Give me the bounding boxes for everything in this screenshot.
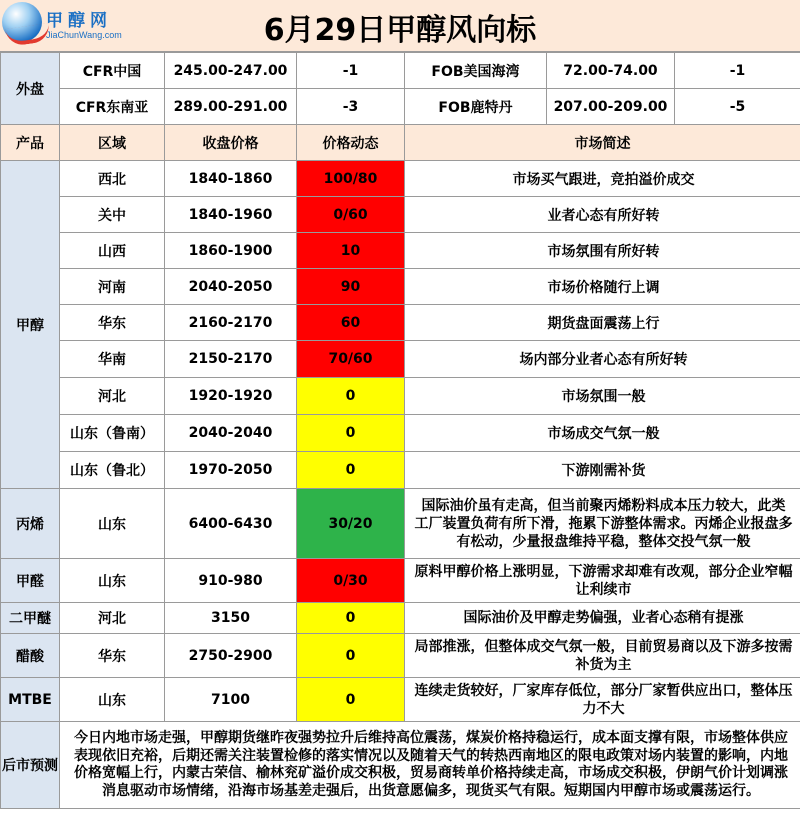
price-cell: 2160-2170 (165, 305, 297, 341)
summary-line: 原料甲醇价格上涨明显，下游需求却难有改观，部分企业窄幅 (414, 563, 793, 580)
external-market-change: -3 (297, 89, 405, 125)
title-bar (0, 0, 800, 52)
price-cell: 1920-1920 (165, 378, 297, 415)
summary-cell (405, 678, 800, 722)
summary-cell: 市场氛围有所好转 (405, 233, 800, 269)
dynamic-cell: 0/60 (297, 197, 405, 233)
indicator-table (0, 52, 800, 809)
summary-cell: 市场成交气氛一般 (405, 415, 800, 452)
external-row-2 (1, 89, 800, 125)
region-cell: 河北 (60, 603, 165, 634)
dynamic-cell: 30/20 (297, 489, 405, 559)
forecast-text (60, 722, 800, 809)
external-market-change: -1 (297, 53, 405, 89)
external-market-name: CFR中国 (60, 53, 165, 89)
product-label: 丙烯 (1, 489, 60, 559)
external-market-name: FOB鹿特丹 (405, 89, 547, 125)
region-cell: 山西 (60, 233, 165, 269)
external-market-change: -5 (675, 89, 800, 125)
dynamic-cell: 0 (297, 634, 405, 678)
price-cell: 1860-1900 (165, 233, 297, 269)
table-row (1, 305, 800, 341)
external-label: 外盘 (1, 53, 60, 125)
external-market-price: 72.00-74.00 (547, 53, 675, 89)
logo-english-text: JiaChunWang.com (46, 30, 122, 40)
price-cell: 1840-1860 (165, 161, 297, 197)
region-cell: 山东 (60, 489, 165, 559)
region-cell: 西北 (60, 161, 165, 197)
dynamic-cell: 100/80 (297, 161, 405, 197)
region-cell: 华东 (60, 634, 165, 678)
table-row (1, 489, 800, 559)
forecast-line: 消息驱动市场情绪，沿海市场基差走强后，出货意愿偏多，现货买气有限。短期国内甲醇市场或震荡运行。 (102, 782, 760, 799)
table-row (1, 452, 800, 489)
region-cell: 河南 (60, 269, 165, 305)
price-cell: 6400-6430 (165, 489, 297, 559)
summary-line: 力不大 (582, 700, 625, 717)
table-row (1, 197, 800, 233)
external-market-name: FOB美国海湾 (405, 53, 547, 89)
dynamic-cell: 60 (297, 305, 405, 341)
price-cell: 2750-2900 (165, 634, 297, 678)
table-row (1, 269, 800, 305)
external-market-name: CFR东南亚 (60, 89, 165, 125)
summary-line: 补货为主 (575, 656, 632, 673)
page-title: 6月29日甲醇风向标 (263, 13, 537, 48)
price-cell: 910-980 (165, 559, 297, 603)
region-cell: 山东 (60, 559, 165, 603)
product-label: 甲醛 (1, 559, 60, 603)
summary-line: 国际油价虽有走高，但当前聚丙烯粉料成本压力较大，此类 (421, 497, 786, 514)
summary-cell: 业者心态有所好转 (405, 197, 800, 233)
summary-cell: 场内部分业者心态有所好转 (405, 341, 800, 378)
price-cell: 2040-2050 (165, 269, 297, 305)
region-cell: 华南 (60, 341, 165, 378)
region-cell: 河北 (60, 378, 165, 415)
product-label: MTBE (1, 678, 60, 722)
column-header-region: 区域 (60, 125, 165, 161)
dynamic-cell: 10 (297, 233, 405, 269)
forecast-row (1, 722, 800, 809)
summary-cell: 市场氛围一般 (405, 378, 800, 415)
column-header-price: 收盘价格 (165, 125, 297, 161)
price-cell: 1970-2050 (165, 452, 297, 489)
table-row (1, 559, 800, 603)
external-market-change: -1 (675, 53, 800, 89)
price-cell: 7100 (165, 678, 297, 722)
table-row (1, 634, 800, 678)
table-row (1, 378, 800, 415)
dynamic-cell: 0 (297, 378, 405, 415)
table-row (1, 233, 800, 269)
dynamic-cell: 0 (297, 415, 405, 452)
dynamic-cell: 70/60 (297, 341, 405, 378)
column-header-dynamic: 价格动态 (297, 125, 405, 161)
summary-cell (405, 634, 800, 678)
dynamic-cell: 90 (297, 269, 405, 305)
price-cell: 2040-2040 (165, 415, 297, 452)
forecast-label: 后市预测 (1, 722, 60, 809)
summary-line: 连续走货较好，厂家库存低位，部分厂家暂供应出口，整体压 (414, 682, 793, 699)
region-cell: 山东（鲁南） (60, 415, 165, 452)
forecast-line: 价格宽幅上行，内蒙古荣信、榆林兖矿溢价成交积极，贸易商转单价格持续走高，市场成交积极，伊朗气价计划调涨 (74, 765, 788, 781)
region-cell: 山东（鲁北） (60, 452, 165, 489)
summary-cell: 下游刚需补货 (405, 452, 800, 489)
forecast-line: 今日内地市场走强，甲醇期货继昨夜强势拉升后维持高位震荡，煤炭价格持稳运行，成本面支撑有限，市场整体供应 (74, 730, 788, 746)
summary-line: 局部推涨，但整体成交气氛一般，目前贸易商以及下游多按需 (414, 638, 793, 655)
product-label: 二甲醚 (1, 603, 60, 634)
summary-cell: 期货盘面震荡上行 (405, 305, 800, 341)
column-header-summary: 市场简述 (405, 125, 800, 161)
summary-line: 有松动，少量报盘维持平稳，整体交投气氛一般 (456, 533, 751, 550)
region-cell: 关中 (60, 197, 165, 233)
price-cell: 2150-2170 (165, 341, 297, 378)
logo-chinese-text: 甲醇网 (46, 11, 112, 31)
product-label: 醋酸 (1, 634, 60, 678)
table-row (1, 603, 800, 634)
summary-cell: 市场买气跟进，竞拍溢价成交 (405, 161, 800, 197)
summary-cell (405, 603, 800, 634)
summary-line: 国际油价及甲醇走势偏强，业者心态稍有提涨 (463, 610, 744, 626)
external-row-1 (1, 53, 800, 89)
dynamic-cell: 0 (297, 603, 405, 634)
summary-line: 工厂装置负荷有所下滑，拖累下游整体需求。丙烯企业报盘多 (414, 515, 793, 532)
dynamic-cell: 0 (297, 452, 405, 489)
external-market-price: 245.00-247.00 (165, 53, 297, 89)
external-market-price: 289.00-291.00 (165, 89, 297, 125)
dynamic-cell: 0/30 (297, 559, 405, 603)
dynamic-cell: 0 (297, 678, 405, 722)
product-label-methanol: 甲醇 (1, 161, 60, 489)
summary-cell (405, 489, 800, 559)
summary-cell (405, 559, 800, 603)
region-cell: 华东 (60, 305, 165, 341)
column-header-product: 产品 (1, 125, 60, 161)
price-cell: 1840-1960 (165, 197, 297, 233)
column-header-row (1, 125, 800, 161)
table-row (1, 415, 800, 452)
forecast-line: 表现依旧充裕，后期还需关注装置检修的落实情况以及随着天气的转热西南地区的限电政策对场内装置的影响，内地 (74, 747, 788, 764)
external-market-price: 207.00-209.00 (547, 89, 675, 125)
summary-cell: 市场价格随行上调 (405, 269, 800, 305)
table-row (1, 341, 800, 378)
price-cell: 3150 (165, 603, 297, 634)
summary-line: 让利续市 (575, 581, 632, 598)
table-row (1, 161, 800, 197)
region-cell: 山东 (60, 678, 165, 722)
table-row (1, 678, 800, 722)
